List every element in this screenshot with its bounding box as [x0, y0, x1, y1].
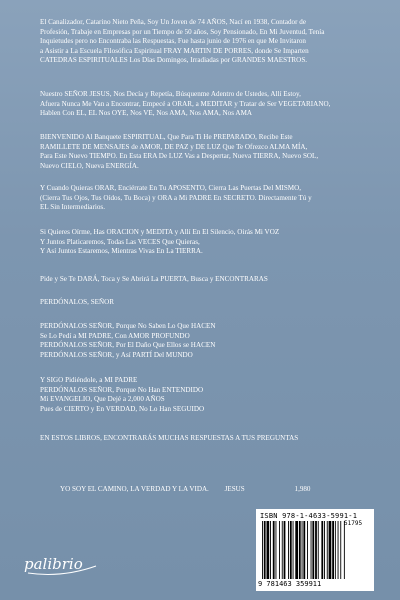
isbn-barcode [256, 509, 374, 591]
quote-text: YO SOY EL CAMINO, LA VERDAD Y LA VIDA. [60, 485, 209, 493]
paragraph-libros [40, 434, 370, 444]
barcode-bar [338, 521, 339, 579]
barcode-bar [327, 521, 328, 579]
barcode-bar [312, 521, 314, 579]
heading-perdonalos [40, 298, 370, 308]
text-line: Para Este Nuevo TIEMPO. En Esta ERA De LUZ Vas a Despertar, Nueva TIERRA, Nuevo SOL, [40, 152, 319, 161]
text-line: EL Sin Intermediarios. [40, 203, 105, 212]
barcode-bar [267, 521, 270, 579]
barcode-bar [332, 521, 334, 579]
text-line: Hablen Con EL, EL Nos OYE, Nos VE, Nos AMA, Nos AMA, Nos AMA [40, 109, 253, 118]
barcode-bar [344, 521, 345, 579]
text-line: El Canalizador, Catarino Nieto Peña, Soy Un Joven de 74 AÑOS, Nací en 1938, Contador de [40, 18, 307, 26]
price-code: 51795 [344, 520, 363, 527]
text-line: PERDÓNALOS SEÑOR, y Así PARTÍ Del MUNDO [40, 350, 193, 359]
barcode-bar [270, 521, 271, 579]
text-line: Nuevo CIELO, Nueva ENERGÍA. [40, 161, 139, 170]
paragraph-bienvenido [40, 133, 370, 171]
barcode-bar [276, 521, 277, 579]
barcode-bar [315, 521, 317, 579]
barcode-bar [324, 521, 325, 579]
paragraph-orar [40, 184, 370, 213]
barcode-bar [311, 521, 312, 579]
text-line: Pues de CIERTO y En VERDAD, No Lo Han SEGUIDO [40, 404, 205, 413]
text-line: Si Quieres Oírme, Has ORACION y MEDITA y Allí En El Silencio, Oirás Mi VOZ [40, 228, 280, 236]
text-line: Y Juntos Platicaremos, Todas Las VECES Que Quieras, [40, 237, 200, 246]
text-line: Nuestro SEÑOR JESUS, Nos Decía y Repetía, Búsquenme Adentro de Ustedes, Allí Estoy, [40, 90, 301, 98]
quote-year: 1,980 [294, 485, 311, 493]
text-line: PERDÓNALOS SEÑOR, Porque No Han ENTENDIDO [40, 385, 204, 394]
paragraph-pide [40, 275, 370, 285]
paragraph-intro [40, 18, 370, 66]
barcode-bar [321, 521, 323, 579]
text-line: PERDÓNALOS SEÑOR, Porque No Saben Lo Que HACEN [40, 322, 216, 330]
barcode-bar [340, 521, 341, 579]
barcode-bar [264, 521, 266, 579]
text-line: Profesión, Trabaje en Empresas por un Tiempo de 50 años, Soy Pensionado, En Mi Juventud, Tenía [40, 27, 325, 36]
paragraph-oirme [40, 228, 370, 257]
stanza-perdonalos-2 [40, 376, 370, 414]
barcode-bar [335, 521, 336, 579]
text-line: (Cierra Tus Ojos, Tus Oídos, Tu Boca) y ORA a Mi PADRE En SECRETO. Directamente Tú y [40, 193, 312, 202]
barcode-bar [262, 521, 263, 579]
palibrio-logo-text: palibrio [24, 555, 83, 573]
text-line: Y Así Juntos Estaremos, Mientras Vivas En La TIERRA. [40, 247, 203, 256]
palibrio-logo [22, 548, 102, 578]
text-line: EN ESTOS LIBROS, ENCONTRARÁS MUCHAS RESPUESTAS A TUS PREGUNTAS [40, 434, 299, 442]
barcode-bar [290, 521, 292, 579]
barcode-bars [262, 521, 368, 579]
barcode-bar [302, 521, 303, 579]
text-line: Mi EVANGELIO, Que Dejé a 2,000 AÑOS [40, 395, 165, 404]
barcode-bar [273, 521, 275, 579]
text-line: RAMILLETE DE MENSAJES de AMOR, DE PAZ y DE LUZ Que Te Ofrezco ALMA MÍA, [40, 142, 308, 151]
text-line: Y SIGO Pidiéndole, a MI PADRE [40, 376, 138, 384]
barcode-bar [288, 521, 289, 579]
quote-author: JESUS [224, 485, 245, 493]
barcode-bar [329, 521, 332, 579]
text-line: PERDÓNALOS, SEÑOR [40, 298, 115, 306]
text-line: CATEDRAS ESPIRITUALES Los Días Domingos, Irradiadas por GRANDES MAESTROS. [40, 56, 308, 65]
closing-quote [60, 485, 360, 493]
text-line: BIENVENIDO Al Banquete ESPIRITUAL, Que Para Ti He PREPARADO, Recibe Este [40, 133, 293, 141]
stanza-perdonalos-1 [40, 322, 370, 360]
barcode-digits: 9 781463 359911 [258, 580, 322, 588]
text-line: Inquietudes pero no Encontraba las Respuestas, Fue hasta junio de 1976 en que Me Invitaron [40, 37, 306, 46]
text-line: Se Lo Pedí a MI PADRE, Con AMOR PROFUNDO [40, 331, 190, 340]
barcode-bar [295, 521, 298, 579]
text-line: Y Cuando Quieras ORAR, Enciérrate En Tu APOSENTO, Cierra Las Puertas Del MISMO, [40, 184, 302, 192]
barcode-bar [279, 521, 280, 579]
barcode-bar [282, 521, 283, 579]
paragraph-jesus [40, 90, 370, 119]
text-line: Pide y Se Te DARÁ, Toca y Se Abrirá La PUERTA, Busca y ENCONTRARAS [40, 275, 268, 283]
barcode-bar [318, 521, 319, 579]
barcode-bar [293, 521, 294, 579]
isbn-label: ISBN 978-1-4633-5991-1 [260, 512, 358, 520]
barcode-bar [303, 521, 305, 579]
barcode-bar [299, 521, 301, 579]
text-line: PERDÓNALOS SEÑOR, Por El Daño Que Ellos se HACEN [40, 341, 216, 350]
text-line: a Asistir a La Escuela Filosófica Espiritual FRAY MARTIN DE PORRES, donde Se Imparten [40, 46, 309, 55]
barcode-bar [284, 521, 286, 579]
barcode-bar [307, 521, 308, 579]
text-line: Afuera Nunca Me Van a Encontrar, Empecé a ORAR, a MEDITAR y Tratar de Ser VEGETARIANO, [40, 99, 331, 108]
